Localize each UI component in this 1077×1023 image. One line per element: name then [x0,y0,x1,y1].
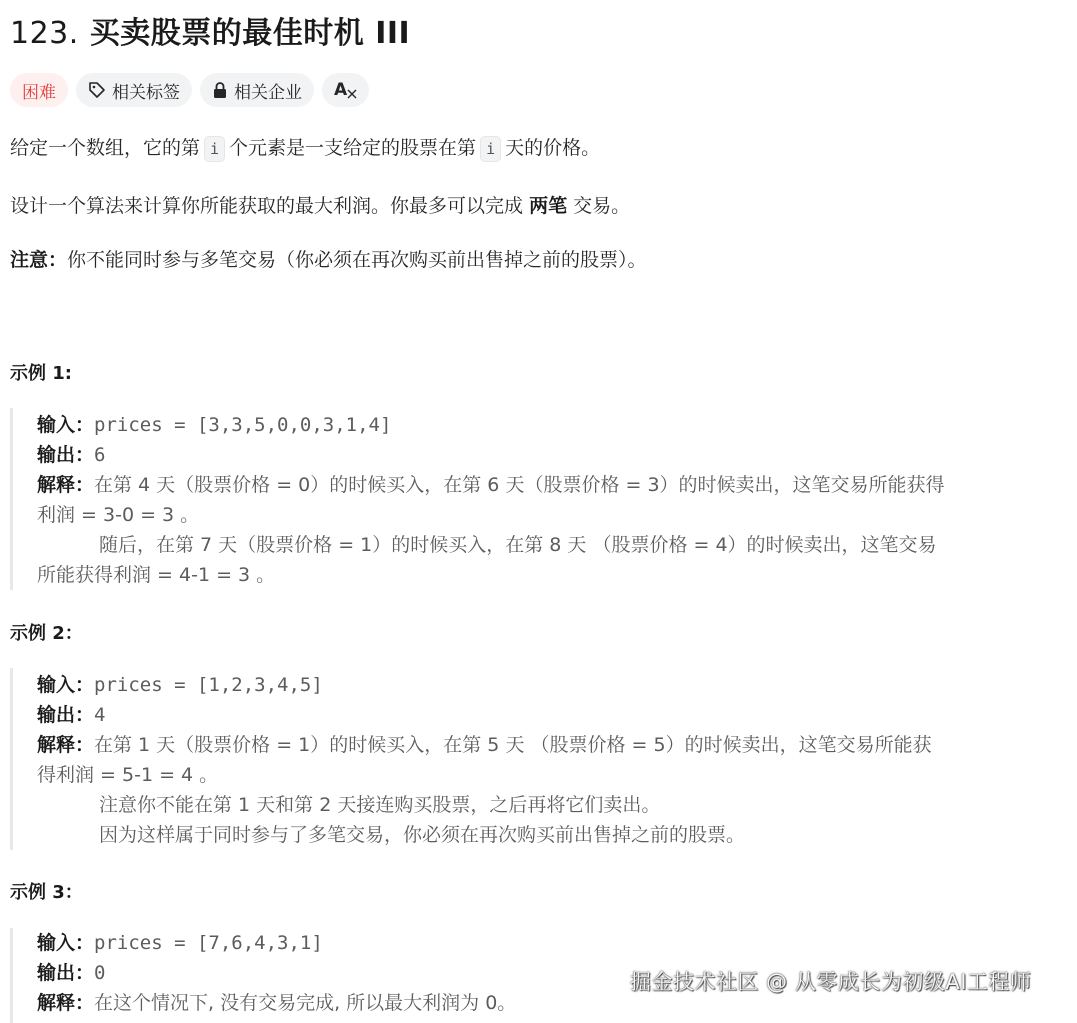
example-1-block [10,408,1073,590]
problem-number: 123. [10,16,79,51]
inline-code: i [480,136,501,162]
lock-icon [212,81,228,99]
example-explain-line: 因为这样属于同时参与了多笔交易，你必须在再次购买前出售掉之前的股票。 [99,824,746,846]
example-explain-line: 注意你不能在第 1 天和第 2 天接连购买股票，之后再将它们卖出。 [99,794,661,816]
example-output-line: 输出：6 [37,444,106,466]
companies-tag-label: 相关企业 [234,82,302,103]
example-explain-line: 解释：在这个情况下, 没有交易完成, 所以最大利润为 0。 [37,992,517,1014]
tag-bar [10,73,369,107]
emphasis-text: 两笔 [529,195,568,217]
translate-icon: A [334,81,357,99]
example-explain-line: 得利润 = 5-1 = 4 。 [37,764,219,786]
note-paragraph: 注意：你不能同时参与多笔交易（你必须在再次购买前出售掉之前的股票）。 [10,249,647,271]
example-2-block [10,668,1073,850]
example-explain-line: 随后，在第 7 天（股票价格 = 1）的时候买入，在第 8 天 （股票价格 = 4）的时候卖出，这笔交易 [99,534,937,556]
description-paragraph-2: 设计一个算法来计算你所能获取的最大利润。你最多可以完成 两笔 交易。 [10,195,631,217]
example-input-line: 输入：prices = [3,3,5,0,0,3,1,4] [37,414,392,436]
watermark: 掘金技术社区 @ 从零成长为初级AI工程师 [630,970,1032,994]
example-explain-line: 利润 = 3-0 = 3 。 [37,504,200,526]
example-input-line: 输入：prices = [7,6,4,3,1] [37,932,323,954]
description-paragraph-1: 给定一个数组，它的第 i 个元素是一支给定的股票在第 i 天的价格。 [10,134,600,162]
companies-tag-button[interactable] [200,73,314,107]
inline-code: i [204,136,225,162]
example-explain-line: 所能获得利润 = 4-1 = 3 。 [37,564,276,586]
tag-icon [88,81,106,99]
difficulty-label: 困难 [22,82,56,103]
example-2-title: 示例 2： [10,623,83,644]
problem-title [10,8,410,52]
example-input-line: 输入：prices = [1,2,3,4,5] [37,674,323,696]
topics-tag-button[interactable] [76,73,192,107]
topics-tag-label: 相关标签 [112,82,180,103]
difficulty-badge[interactable] [10,73,68,107]
example-output-line: 输出：4 [37,704,106,726]
translate-button[interactable] [322,73,369,107]
example-output-line: 输出：0 [37,962,106,984]
example-3-title: 示例 3： [10,882,83,903]
example-explain-line: 解释：在第 4 天（股票价格 = 0）的时候买入，在第 6 天（股票价格 = 3）的时候卖出，这笔交易所能获得 [37,474,945,496]
example-explain-line: 解释：在第 1 天（股票价格 = 1）的时候买入，在第 5 天 （股票价格 = 5）的时候卖出，这笔交易所能获 [37,734,932,756]
problem-name: 买卖股票的最佳时机 III [89,16,411,51]
example-1-title: 示例 1: [10,363,72,384]
note-label: 注意： [10,249,68,271]
